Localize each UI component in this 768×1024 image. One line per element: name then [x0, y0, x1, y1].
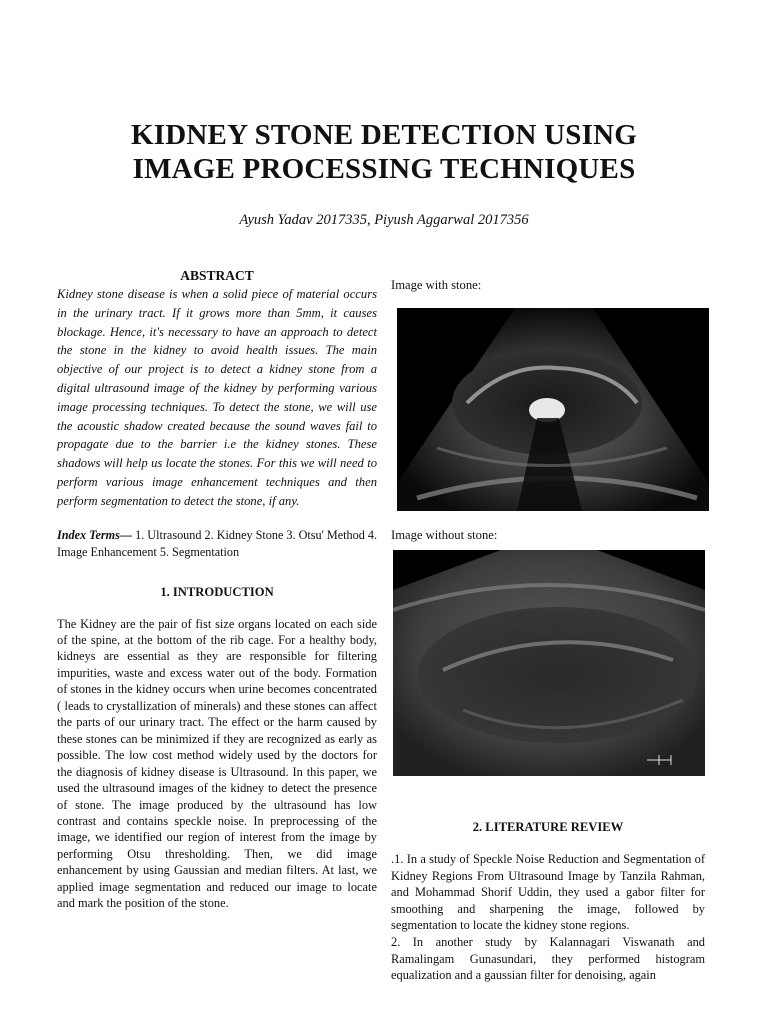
abstract-heading: ABSTRACT [180, 268, 254, 283]
authors: Ayush Yadav 2017335, Piyush Aggarwal 2017356 [239, 212, 529, 228]
without-stone-caption: Image without stone: [391, 528, 498, 542]
left-column [57, 268, 377, 912]
right-column [391, 278, 705, 984]
index-terms [57, 527, 377, 561]
title-line-2: IMAGE PROCESSING TECHNIQUES [132, 153, 636, 185]
title-line-1: KIDNEY STONE DETECTION USING [131, 119, 637, 151]
ultrasound-image-with-stone [397, 308, 709, 511]
introduction-heading: 1. INTRODUCTION [160, 584, 274, 599]
introduction-text: The Kidney are the pair of fist size organs located on each side of the spine, at the bottom of the rib cage. For a healthy body, kidneys are essential as they are responsible for filtering impurities, waste and excess water out of the body. Formation of stones in the kidney occurs when urine becomes concentrated ( leads to crystallization of minerals) and these stones can affect the parts of our urinary tract. The effect or the harm caused by these stones can be minimized if they are recognized as early as possible. The low cost method widely used by the doctors for the diagnosis of kidney disease is Ultrasound. In this paper, we used the ultrasound images of the kidney to detect the presence of stone. The image produced by the ultrasound has low contrast and contains speckle noise. In preprocessing of the image, we identified our region of interest from the image by performing Otsu thresholding. Then, we did image enhancement by using Gaussian and median filters. At last, we applied image segmentation and reduced our image to locate and mark the position of the stone. [57, 616, 377, 911]
abstract-text: Kidney stone disease is when a solid piece of material occurs in the urinary tract. If it grows more than 5mm, it causes blockage. Hence, it's necessary to have an approach to detect the stone in the kidney to avoid health issues. The main objective of our project is to detect a kidney stone from a digital ultrasound image of the kidney by performing various image processing techniques. To detect the stone, we will use the acoustic shadow created because the sound waves fail to propagate due to the barrier i.e the kidney stones. These shadows will help us locate the stones. For this we will need to perform various image enhancement techniques and then perform segmentation to detect the stone, if any. [57, 287, 377, 508]
ultrasound-image-without-stone [393, 550, 705, 776]
literature-review-item-1: .1. In a study of Speckle Noise Reduction and Segmentation of Kidney Regions From Ultrasound Image by Tanzila Rahman, and Mohammad Shorif Uddin, they used a gabor filter for smoothing and sharpening the image, followed by segmentation to locate the kidney stone regions. [391, 852, 705, 933]
paper-title [0, 118, 768, 186]
literature-review-item-2: 2. In another study by Kalannagari Viswanath and Ramalingam Gunasundari, they performed histogram equalization and a gaussian filter for denoising, again [391, 934, 705, 983]
index-terms-label: Index Terms— [57, 527, 133, 542]
index-terms-text: 1. Ultrasound 2. Kidney Stone 3. Otsu' Method 4. Image Enhancement 5. Segmentation [57, 527, 377, 559]
with-stone-caption: Image with stone: [391, 278, 482, 292]
literature-review-heading: 2. LITERATURE REVIEW [472, 820, 624, 834]
